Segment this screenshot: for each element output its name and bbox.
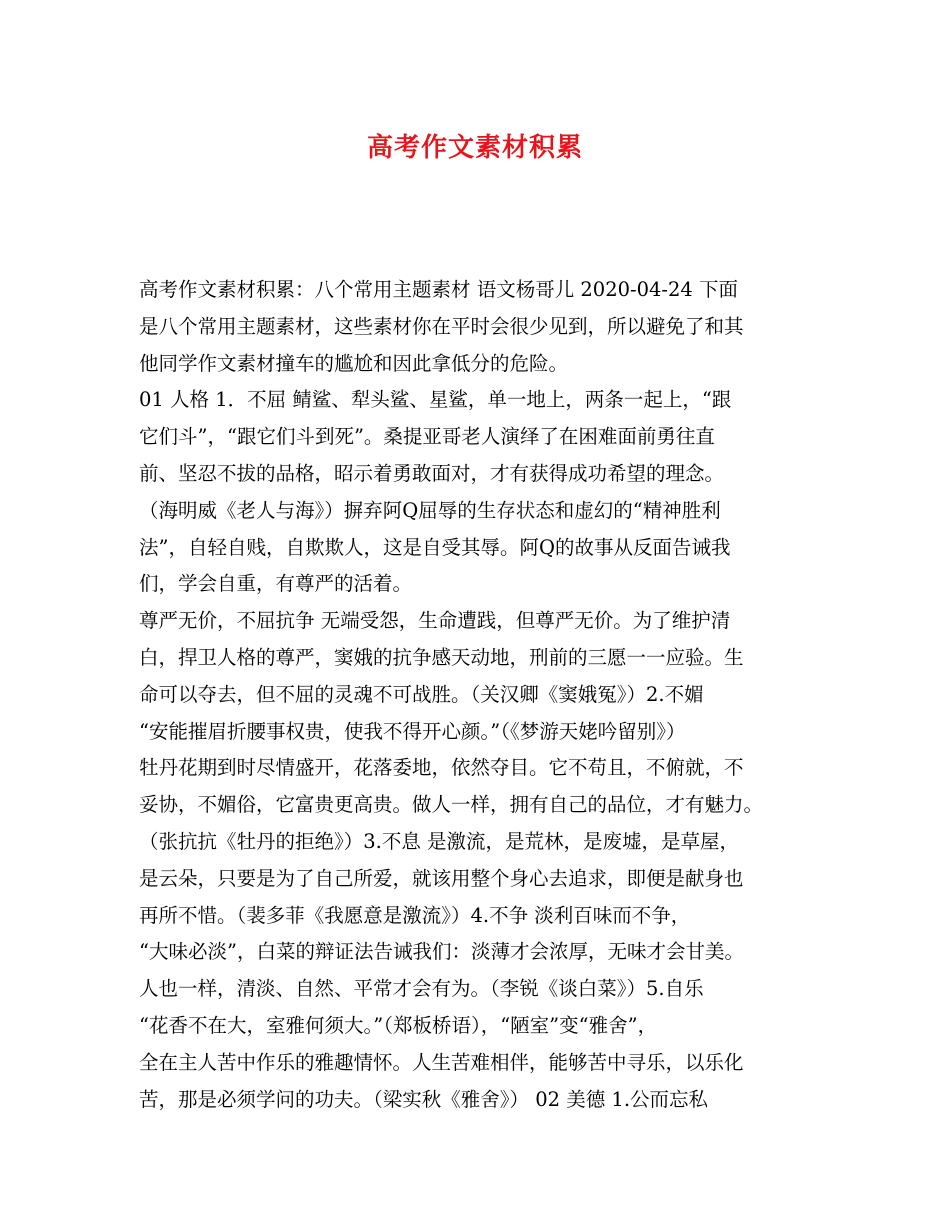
body-line: 们，学会自重，有尊严的活着。 [139, 572, 413, 596]
document-body [139, 272, 815, 1118]
body-line: 命可以夺去，但不屈的灵魂不可战胜。（关汉卿《窦娥冤》）2.不媚 [139, 682, 704, 706]
body-line: 01 人格 1．不屈 鲭鲨、犁头鲨、星鲨，单一地上，两条一起上，“跟 [139, 388, 732, 412]
body-line: 是八个常用主题素材，这些素材你在平时会很少见到，所以避免了和其 [139, 314, 744, 338]
body-line: 苦，那是必须学问的功夫。（梁实秋《雅舍》） 02 美德 1.公而忘私 [139, 1087, 709, 1111]
body-line: “安能摧眉折腰事权贵，使我不得开心颜。”（《梦游天姥吟留别》） [139, 719, 686, 743]
body-line: 是云朵，只要是为了自己所爱，就该用整个身心去追求，即便是献身也 [139, 866, 744, 890]
body-line: （海明威《老人与海》）摒弃阿Q屈辱的生存状态和虚幻的“精神胜利 [139, 498, 721, 522]
body-line: 高考作文素材积累：八个常用主题素材 语文杨哥儿 2020-04-24 下面 [139, 278, 739, 301]
body-line: 他同学作文素材撞车的尴尬和因此拿低分的危险。 [139, 351, 569, 375]
body-line: 人也一样，清淡、自然、平常才会有为。（李锐《谈白菜》）5.自乐 [139, 977, 704, 1001]
body-line: 尊严无价，不屈抗争 无端受怨，生命遭践，但尊严无价。为了维护清 [139, 609, 731, 633]
body-line: （张抗抗《牡丹的拒绝》）3.不息 是激流，是荒林，是废墟，是草屋， [139, 829, 740, 853]
body-line: 白，捍卫人格的尊严，窦娥的抗争感天动地，刑前的三愿一一应验。生 [139, 645, 744, 669]
body-line: “花香不在大，室雅何须大。”（郑板桥语），“陋室”变“雅舍”， [139, 1013, 658, 1037]
body-line: “大味必淡”，白菜的辩证法告诫我们：淡薄才会浓厚，无味才会甘美。 [139, 940, 744, 964]
body-line: 法”，自轻自贱，自欺欺人，这是自受其辱。阿Q的故事从反面告诫我 [139, 535, 731, 559]
body-line: 全在主人苦中作乐的雅趣情怀。人生苦难相伴，能够苦中寻乐，以乐化 [139, 1050, 744, 1074]
body-line: 再所不惜。（裴多菲《我愿意是激流》）4.不争 淡利百味而不争， [139, 903, 691, 927]
body-line: 前、坚忍不拔的品格，昭示着勇敢面对，才有获得成功希望的理念。 [139, 461, 725, 485]
body-line: 妥协，不媚俗，它富贵更高贵。做人一样，拥有自己的品位，才有魅力。 [139, 793, 764, 817]
document-title: 高考作文素材积累 [366, 133, 583, 163]
body-line: 它们斗”，“跟它们斗到死”。桑提亚哥老人演绎了在困难面前勇往直 [139, 425, 715, 449]
body-line: 牡丹花期到时尽情盛开，花落委地，依然夺目。它不苟且，不俯就，不 [139, 756, 744, 780]
